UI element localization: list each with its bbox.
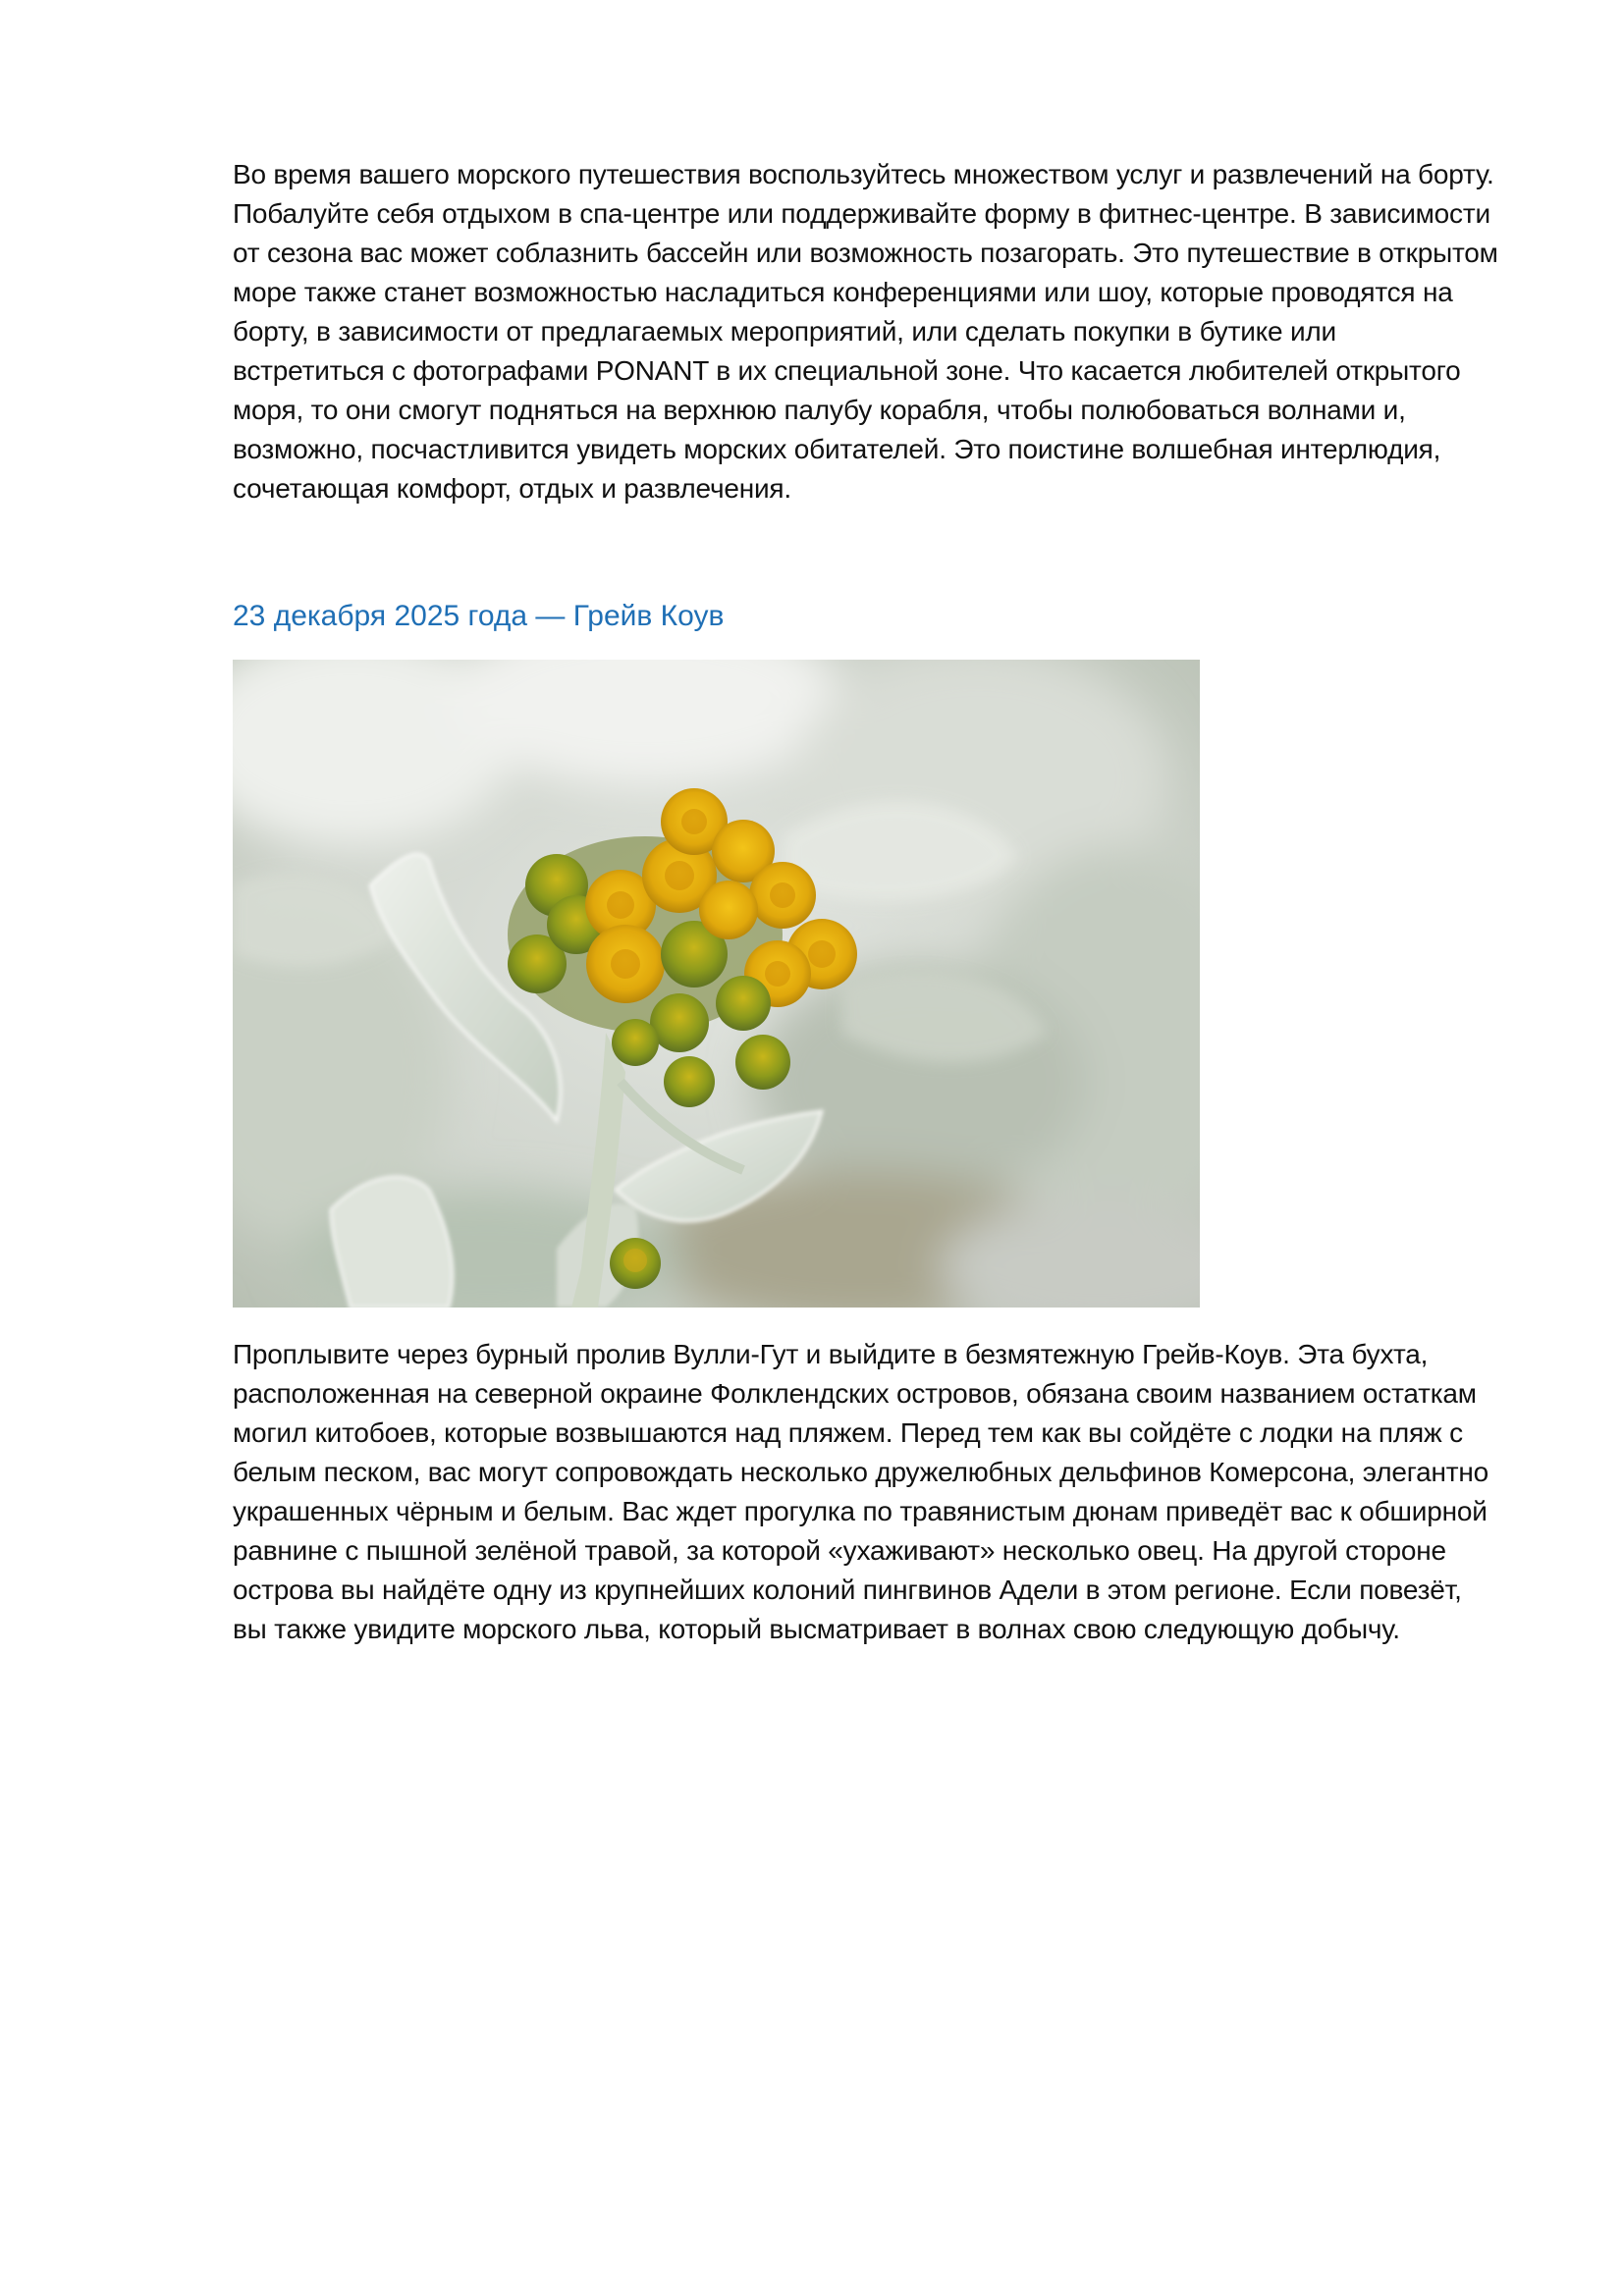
flower-photo [233,660,1200,1308]
paragraph-line: могил китобоев, которые возвышаются над пляжем. Перед тем как вы сойдёте с лодки на пляж с [233,1417,1463,1448]
paragraph-line: Во время вашего морского путешествия воспользуйтесь множеством услуг и развлечений на борту. [233,159,1494,189]
paragraph-line: моря, то они смогут подняться на верхнюю палубу корабля, чтобы полюбоваться волнами и, [233,395,1406,425]
paragraph-line: Побалуйте себя отдыхом в спа-центре или поддерживайте форму в фитнес-центре. В зависимости [233,198,1490,229]
paragraph-line: сочетающая комфорт, отдых и развлечения. [233,473,791,504]
paragraph-line: Проплывите через бурный пролив Вулли-Гут и выйдите в безмятежную Грейв-Коув. Эта бухта, [233,1339,1429,1369]
paragraph-line: острова вы найдёте одну из крупнейших колоний пингвинов Адели в этом регионе. Если повезёт, [233,1575,1462,1605]
paragraph-line: расположенная на северной окраине Фолклендских островов, обязана своим названием остаткам [233,1378,1477,1409]
paragraph-line: белым песком, вас могут сопровождать несколько дружелюбных дельфинов Комерсона, элегантно [233,1457,1489,1487]
paragraph-line: встретиться с фотографами PONANT в их специальной зоне. Что касается любителей открытого [233,355,1461,386]
paragraph-line: борту, в зависимости от предлагаемых мероприятий, или сделать покупки в бутике или [233,316,1336,347]
paragraph-line: возможно, посчастливится увидеть морских обитателей. Это поистине волшебная интерлюдия, [233,434,1441,464]
cove-paragraph [233,1335,1529,1649]
paragraph-line: равнине с пышной зелёной травой, за которой «ухаживают» несколько овец. На другой стороне [233,1535,1446,1566]
paragraph-line: украшенных чёрным и белым. Вас ждет прогулка по травянистым дюнам приведёт вас к обширной [233,1496,1488,1526]
paragraph-line: вы также увидите морского льва, который высматривает в волнах свою следующую добычу. [233,1614,1400,1644]
paragraph-line: море также станет возможностью насладиться конференциями или шоу, которые проводятся на [233,277,1453,307]
intro-paragraph [233,155,1529,508]
section-heading: 23 декабря 2025 года — Грейв Коув [233,600,725,632]
paragraph-line: от сезона вас может соблазнить бассейн или возможность позагорать. Это путешествие в открытом [233,238,1498,268]
